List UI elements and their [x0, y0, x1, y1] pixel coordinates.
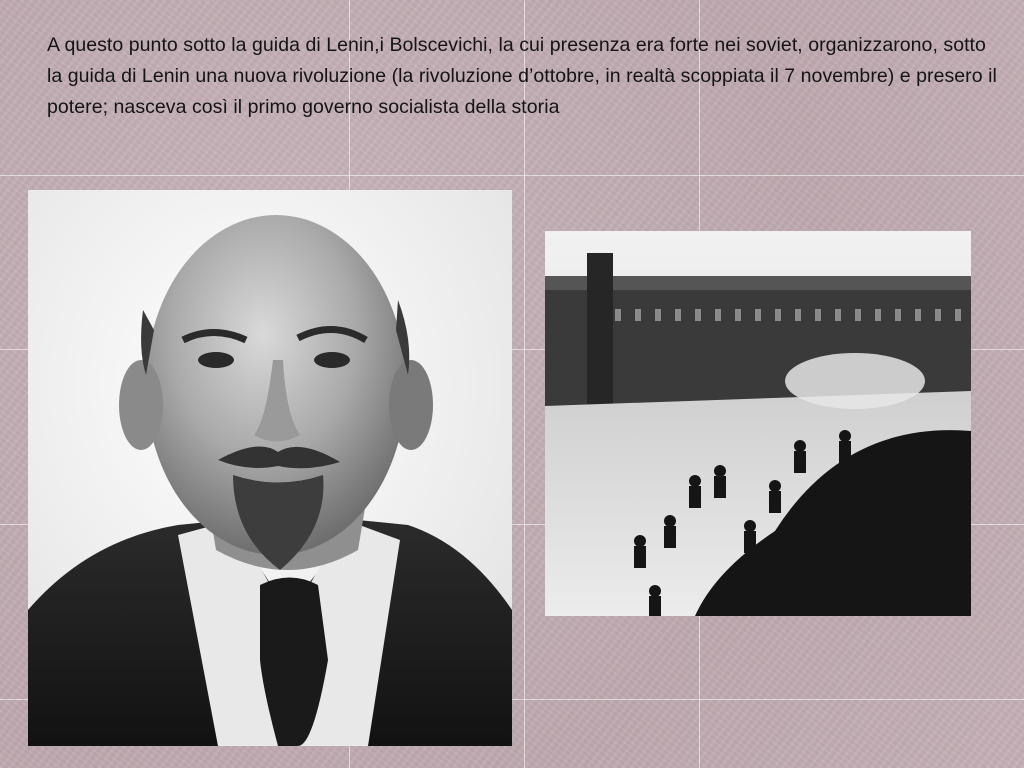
portrait-photo: [28, 190, 512, 746]
portrait-illustration: [28, 190, 512, 746]
tile-divider: [0, 175, 1024, 176]
slide-body-text: A questo punto sotto la guida di Lenin,i Bolscevichi, la cui presenza era forte nei soviet, organizzarono, sotto la guida di Lenin una nuova rivoluzione (la rivoluzione d’ottobre, in realtà scoppiata il 7 novembre) e presero il potere; nasceva così il primo governo socialista della storia: [47, 34, 997, 118]
crowd-photo: [545, 231, 971, 616]
crowd-illustration: [545, 231, 971, 616]
